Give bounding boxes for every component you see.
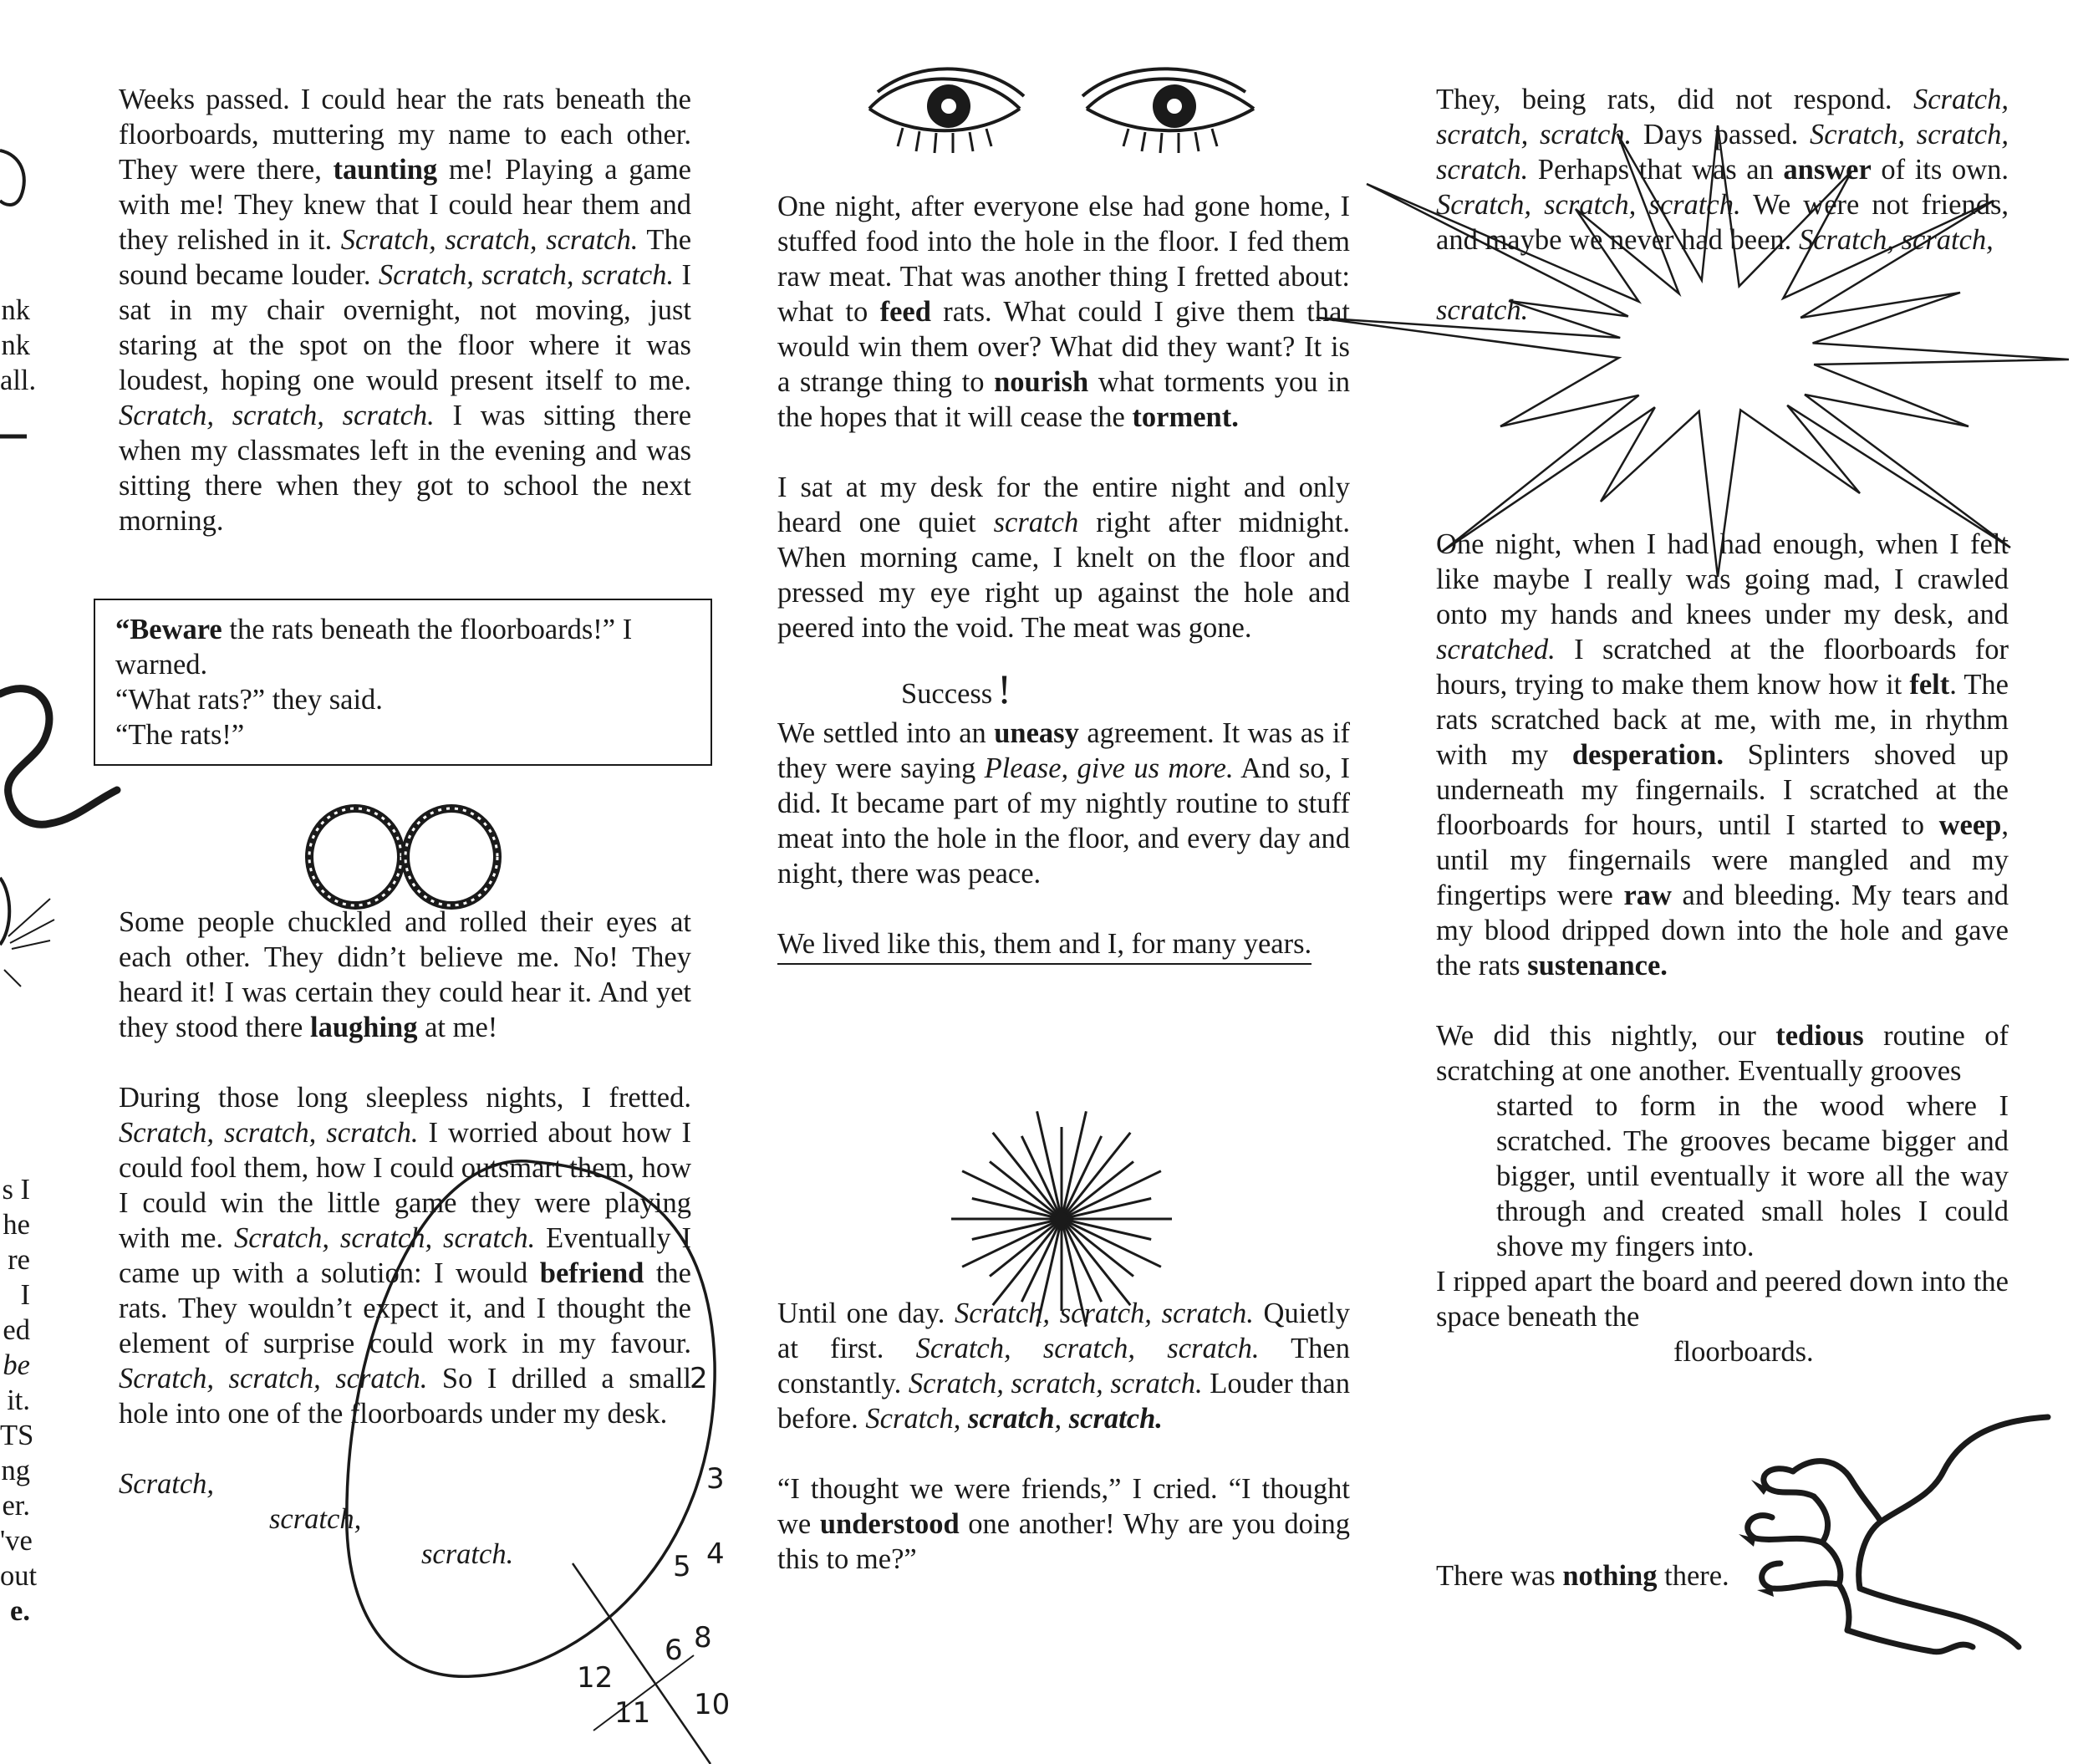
rat-claw-drawing-icon bbox=[1705, 1396, 2056, 1672]
clock-number: 4 bbox=[706, 1537, 725, 1571]
paragraph-tedious-routine: We did this nightly, our tedious routine of scratching at one another. Eventually grooves bbox=[1436, 1020, 2009, 1087]
paragraph-one-night: One night, after everyone else had gone home, I stuffed food into the hole in the floor. I fed them raw meat. That was another thing I fretted about: what to feed rats. What could I give them that would win them over? What did they want? It is a strange thing to nourish what torments you in the hopes that it will cease the torment. bbox=[777, 191, 1351, 433]
column-middle bbox=[777, 189, 1350, 1577]
clock-number: 5 bbox=[673, 1550, 691, 1583]
paragraph-weeks-passed: Weeks passed. I could hear the rats beneath the floorboards, muttering my name to each other. They were there, taunting me! Playing a game with me! They knew that I could hear them and they relished in it. Scratch, scratch, scratch. The sound became louder. Scratch, scratch, scratch. I sat in my chair overnight, not moving, just staring at the spot on the floor where it was loudest, hoping one would present itself to me. Scratch, scratch, scratch. I was sitting there when my classmates left in the evening and was sitting there when they got to school the next morning. bbox=[119, 84, 692, 537]
paragraph-had-enough: One night, when I had had enough, when I felt like maybe I really was going mad, I crawled onto my hands and knees under my desk, and scratched. I scratched at the floorboards for hours, trying to make them know how it felt. The rats scratched back at me, with me, in rhythm with my desperation. Splinters shoved up underneath my fingernails. I scratched at the floorboards for hours, until I started to weep, until my fingernails were mangled and my fingertips were raw and bleeding. My tears and my blood dripped down into the hole and gave the rats sustenance. bbox=[1436, 528, 2009, 981]
spiky-star-outline-icon bbox=[1321, 117, 2073, 585]
left-page-stub-bottom: s I he re I ed be it. TS ng er. 've out e. bbox=[0, 1174, 38, 1627]
clock-number: 12 bbox=[577, 1661, 614, 1695]
paragraph-grooves-indent: started to form in the wood where I scratched. The grooves became bigger and bigger, until eventually it wore all the way through and created small holes I could shove my fingers into. bbox=[1496, 1090, 2009, 1262]
ouroboros-rings-icon bbox=[301, 803, 510, 911]
underlined-line: We lived like this, them and I, for many years. bbox=[777, 926, 1350, 965]
dialogue-box: “Beware the rats beneath the floorboards!” I warned. “What rats?” they said. “The rats!” bbox=[94, 599, 712, 766]
paragraph-uneasy-agreement: We settled into an uneasy agreement. It was as if they were saying Please, give us more. And so, I did. It became part of my nightly routine to stuff meat into the hole in the floor, and every day and night, there was peace. bbox=[777, 717, 1351, 890]
floorboards-line: floorboards. bbox=[1673, 1336, 1814, 1368]
clock-number: 11 bbox=[614, 1696, 651, 1730]
paragraph-some-people-chuckled: Some people chuckled and rolled their eyes at each other. They didn’t believe me. No! They heard it! I was certain they could hear it. And yet they stood there laughing at me! bbox=[119, 906, 691, 1043]
paragraph-ripped-apart: I ripped apart the board and peered down into the space beneath the bbox=[1436, 1266, 2009, 1333]
clock-sketch-icon bbox=[326, 1129, 761, 1764]
scratch-staircase: Scratch, scratch, scratch. bbox=[119, 1468, 514, 1570]
success-line: Success ! bbox=[901, 665, 1011, 712]
paragraph-i-thought-friends: “I thought we were friends,” I cried. “I thought we understood one another! Why are you doing this to me?” bbox=[777, 1473, 1351, 1575]
left-page-stub-top: nk nk all. bbox=[0, 294, 37, 396]
clock-number: 10 bbox=[694, 1688, 731, 1721]
clock-number: 8 bbox=[694, 1621, 712, 1654]
starburst-icon bbox=[945, 1102, 1179, 1336]
clock-number: 3 bbox=[706, 1462, 725, 1496]
eyes-illustration-icon bbox=[861, 63, 1262, 155]
paragraph-sat-at-desk: I sat at my desk for the entire night and only heard one quiet scratch right after midnight. When morning came, I knelt on the floor and pressed my eye right up against the hole and peered into the void. The meat was gone. bbox=[777, 472, 1350, 644]
clock-number: 6 bbox=[665, 1634, 683, 1667]
paragraph-being-rats: They, being rats, did not respond. Scratch, scratch, scratch. Days passed. Scratch, scratch, scratch. Perhaps that was an answer of its own. Scratch, scratch, scratch. We were not friends, and maybe we never had been. Scratch, scratch, bbox=[1436, 84, 2009, 256]
paragraph-tail: scratch. bbox=[1436, 294, 1529, 326]
final-line: There was nothing there. bbox=[1436, 1560, 1729, 1592]
clock-number: 2 bbox=[690, 1362, 708, 1395]
paragraph-until-one-day: Until one day. Scratch, scratch, scratch. Quietly at first. Scratch, scratch, scratch. Then constantly. Scratch, scratch, scratch. Louder than before. Scratch, scratch, scratch. bbox=[777, 1298, 1351, 1435]
paragraph-sleepless-nights: During those long sleepless nights, I fretted. Scratch, scratch, scratch. I worried about how I could fool them, how I could outsmart them, how I could win the little game they were playing with me. Scratch, scratch, scratch. Eventually I came up with a solution: I would befriend the rats. They wouldn’t expect it, and I thought the element of surprise could work in my favour. Scratch, scratch, scratch. So I drilled a small hole into one of the floorboards under my desk. bbox=[119, 1082, 692, 1430]
left-creature-drawings-icon bbox=[0, 125, 125, 1045]
